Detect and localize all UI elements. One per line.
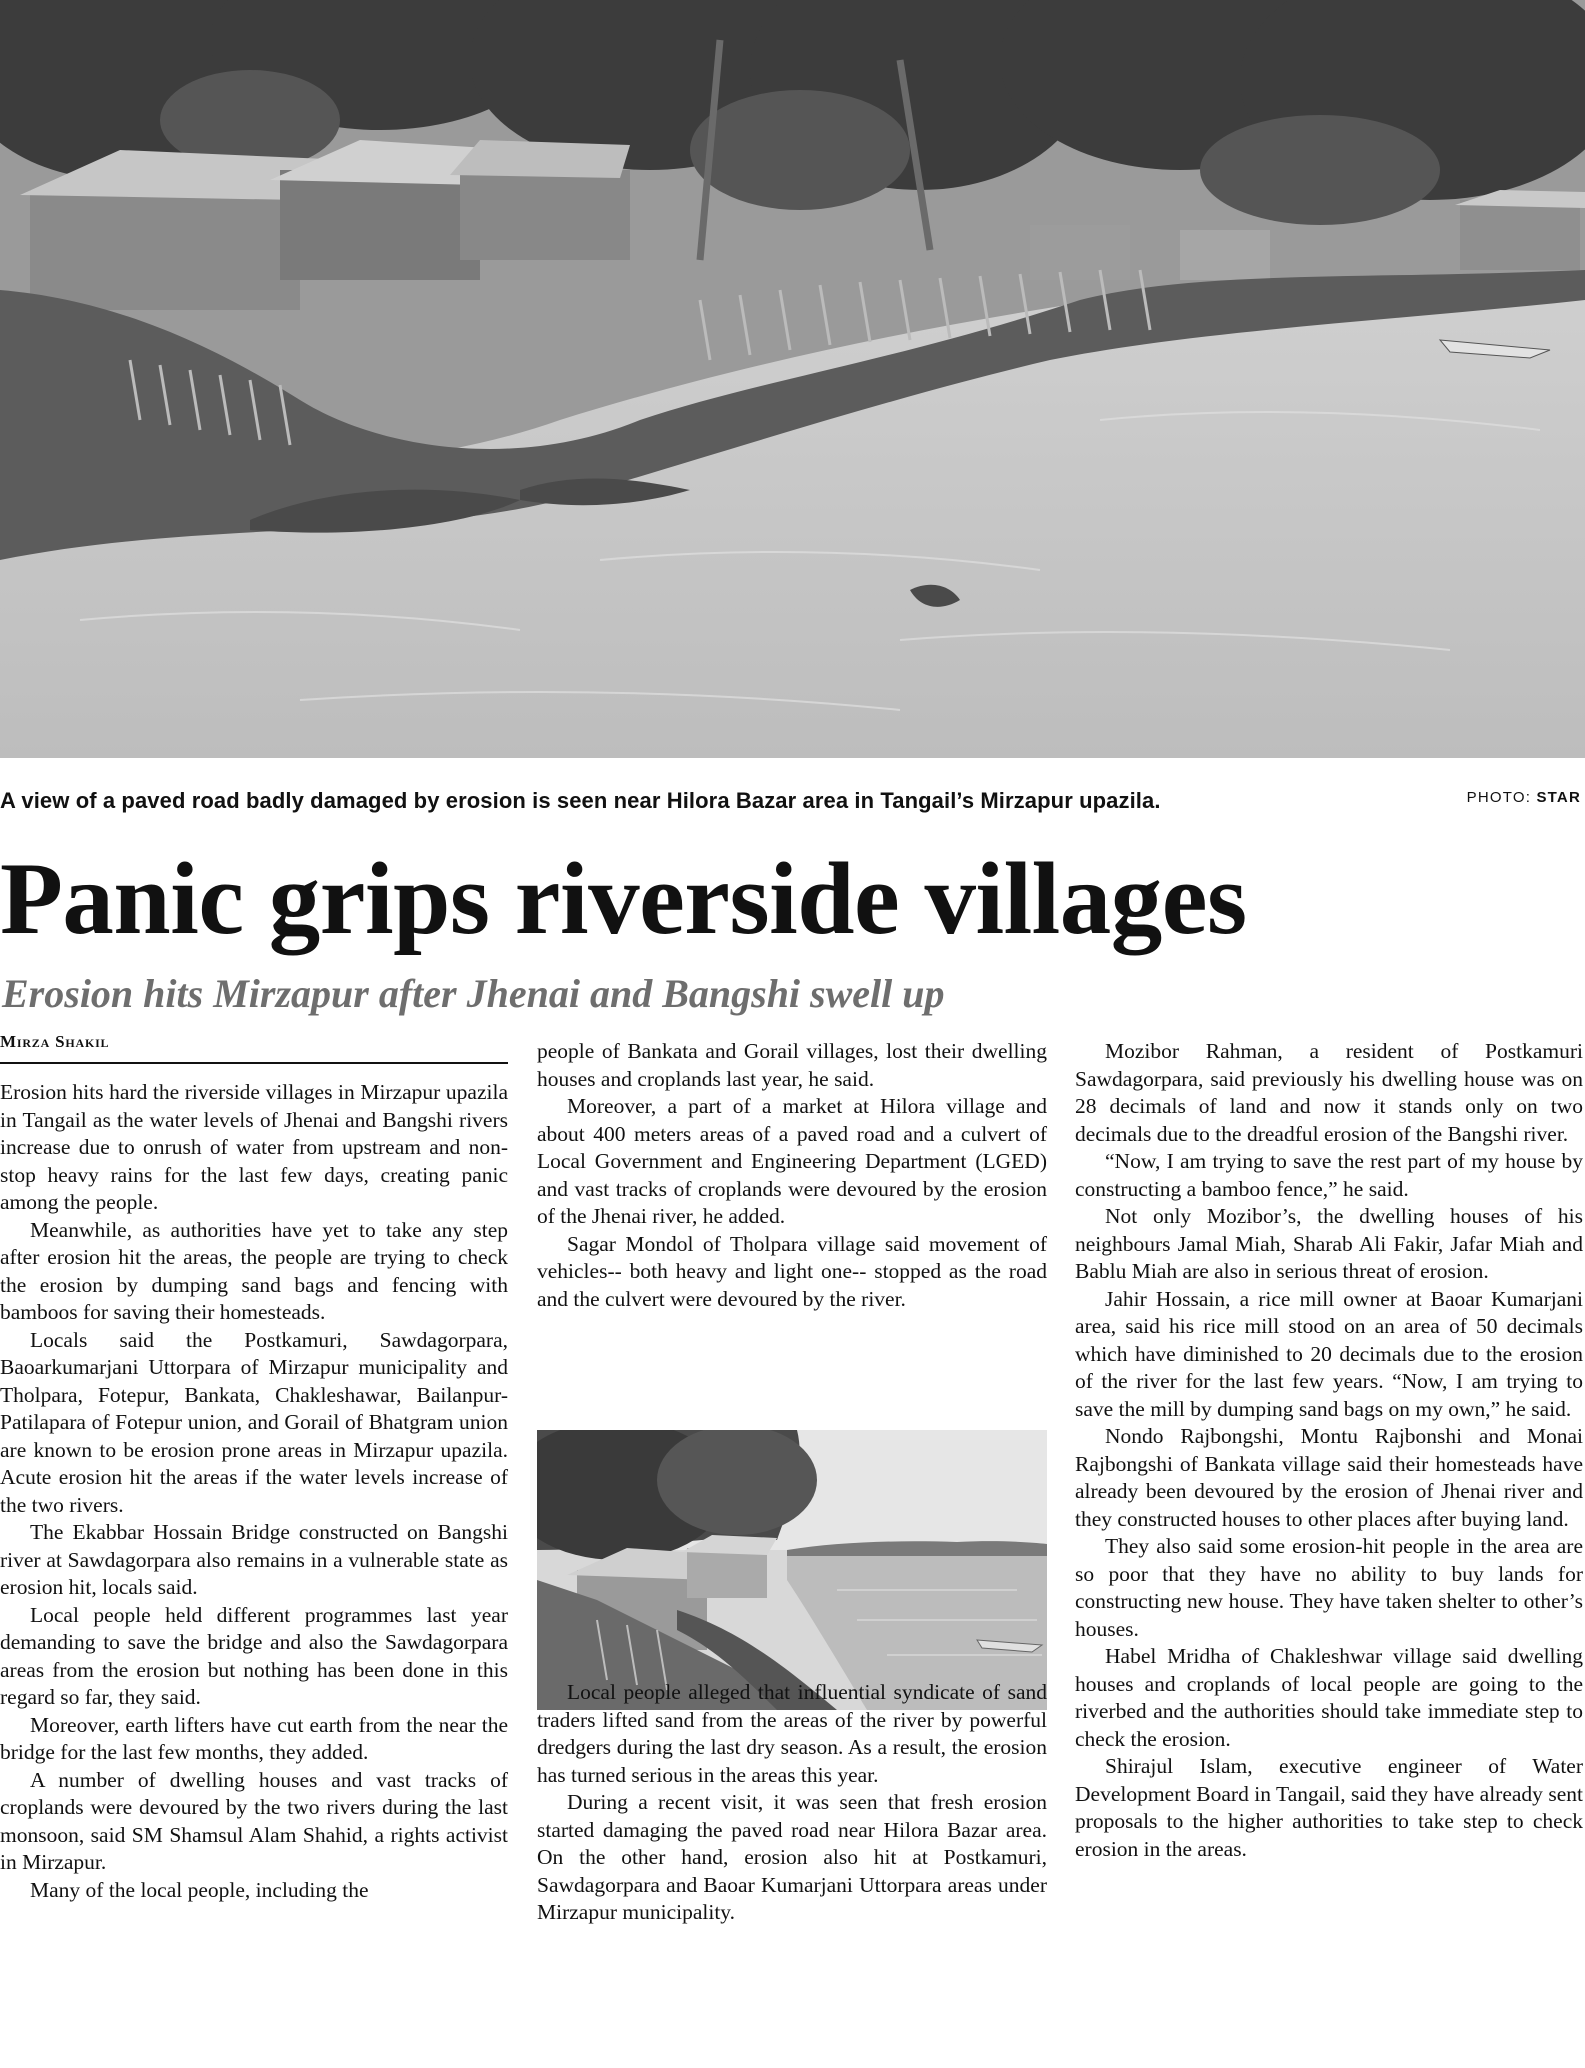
- article-paragraph: Moreover, a part of a market at Hilora village and about 400 meters areas of a paved road and a culvert of Local Government and Engineering Department (LGED) and vast tracks of croplands were devoured by the erosion of the Jhenai river, he added.: [537, 1094, 1047, 1228]
- article-paragraph: Moreover, earth lifters have cut earth from the near the bridge for the last few months, they added.: [0, 1712, 508, 1764]
- article-paragraph: During a recent visit, it was seen that fresh erosion started damaging the paved road near Hilora Bazar area. On the other hand, erosion also hit at Postkamuri, Sawdagorpara and Baoar Kumarjani Uttorpara areas under Mirzapur municipality.: [537, 1790, 1047, 1924]
- article-paragraph: Jahir Hossain, a rice mill owner at Baoar Kumarjani area, said his rice mill stood on an area of 50 decimals which have diminished to 20 decimals due to the erosion of the river for the last few years. “Now, I am trying to save the mill by dumping sand bags on my own,” he said.: [1075, 1286, 1583, 1421]
- article-column-1: [0, 1079, 508, 1904]
- article-paragraph: Nondo Rajbongshi, Montu Rajbonshi and Monai Rajbongshi of Bankata village said their homesteads have already been devoured by the erosion of Jhenai river and they constructed houses to other places after buying land.: [1075, 1424, 1583, 1531]
- byline: Mirza Shakil: [0, 1032, 508, 1064]
- article-paragraph: Many of the local people, including the: [30, 1877, 369, 1902]
- article-paragraph: Meanwhile, as authorities have yet to take any step after erosion hit the areas, the people are trying to check the erosion by dumping sand bags and fencing with bamboos for saving their homesteads.: [0, 1217, 508, 1324]
- article-column-2-bottom: [537, 1679, 1047, 1927]
- article-column-2-top: [537, 1038, 1047, 1313]
- article-paragraph: Shirajul Islam, executive engineer of Water Development Board in Tangail, said they have already sent proposals to the higher authorities to take step to check erosion in the areas.: [1075, 1754, 1583, 1861]
- main-photo: [0, 0, 1585, 758]
- subheadline: Erosion hits Mirzapur after Jhenai and Bangshi swell up: [2, 971, 945, 1016]
- article-paragraph: Habel Mridha of Chakleshwar village said dwelling houses and croplands of local people are going to the riverbed and the authorities should take immediate step to check the erosion.: [1075, 1644, 1583, 1751]
- article-paragraph: Erosion hits hard the riverside villages in Mirzapur upazila in Tangail as the water levels of Jhenai and Bangshi rivers increase due to onrush of water from upstream and non-stop heavy rains for the last few days, creating panic among the people.: [0, 1080, 508, 1214]
- inset-photo: [537, 1430, 1047, 1710]
- article-paragraph: Local people alleged that influential syndicate of sand traders lifted sand from the areas of the river by powerful dredgers during the last dry season. As a result, the erosion has turned serious in the areas this year.: [537, 1680, 1047, 1787]
- photo-caption: A view of a paved road badly damaged by erosion is seen near Hilora Bazar area in Tangail’s Mirzapur upazila.: [0, 788, 1161, 813]
- article-paragraph: They also said some erosion-hit people in the area are so poor that they have no ability to buy lands for constructing new house. They have taken shelter to other’s houses.: [1075, 1534, 1583, 1641]
- article-paragraph: The Ekabbar Hossain Bridge constructed on Bangshi river at Sawdagorpara also remains in a vulnerable state as erosion hit, locals said.: [0, 1520, 508, 1599]
- article-column-3: [1075, 1038, 1583, 1863]
- photo-credit-source: STAR: [1536, 789, 1581, 806]
- article-paragraph: “Now, I am trying to save the rest part of my house by constructing a bamboo fence,” he said.: [1075, 1149, 1583, 1201]
- article-paragraph: Not only Mozibor’s, the dwelling houses of his neighbours Jamal Miah, Sharab Ali Fakir, Jafar Miah and Bablu Miah are also in serious threat of erosion.: [1075, 1204, 1583, 1283]
- article-paragraph: people of Bankata and Gorail villages, lost their dwelling houses and croplands last year, he said.: [537, 1039, 1047, 1091]
- photo-credit-label: PHOTO:: [1466, 789, 1532, 806]
- article-paragraph: Sagar Mondol of Tholpara village said movement of vehicles-- both heavy and light one-- stopped as the road and the culvert were devoured by the river.: [537, 1231, 1047, 1311]
- article-paragraph: A number of dwelling houses and vast tracks of croplands were devoured by the two rivers during the last monsoon, said SM Shamsul Alam Shahid, a rights activist in Mirzapur.: [0, 1767, 508, 1874]
- article-paragraph: Locals said the Postkamuri, Sawdagorpara, Baoarkumarjani Uttorpara of Mirzapur municipality and Tholpara, Fotepur, Bankata, Chakleshawar, Bailanpur-Patilapara of Fotepur union, and Gorail of Bhatgram union are known to be erosion prone areas in Mirzapur upazila. Acute erosion hit the areas if the water levels increase of the two rivers.: [0, 1327, 508, 1517]
- article-paragraph: Mozibor Rahman, a resident of Postkamuri Sawdagorpara, said previously his dwelling house was on 28 decimals of land and now it stands only on two decimals due to the dreadful erosion of the Bangshi river.: [1075, 1039, 1583, 1146]
- article-paragraph: Local people held different programmes last year demanding to save the bridge and also the Sawdagorpara areas from the erosion but nothing has been done in this regard so far, they said.: [0, 1602, 508, 1709]
- headline: Panic grips riverside villages: [0, 842, 1247, 956]
- photo-credit: [1467, 789, 1581, 806]
